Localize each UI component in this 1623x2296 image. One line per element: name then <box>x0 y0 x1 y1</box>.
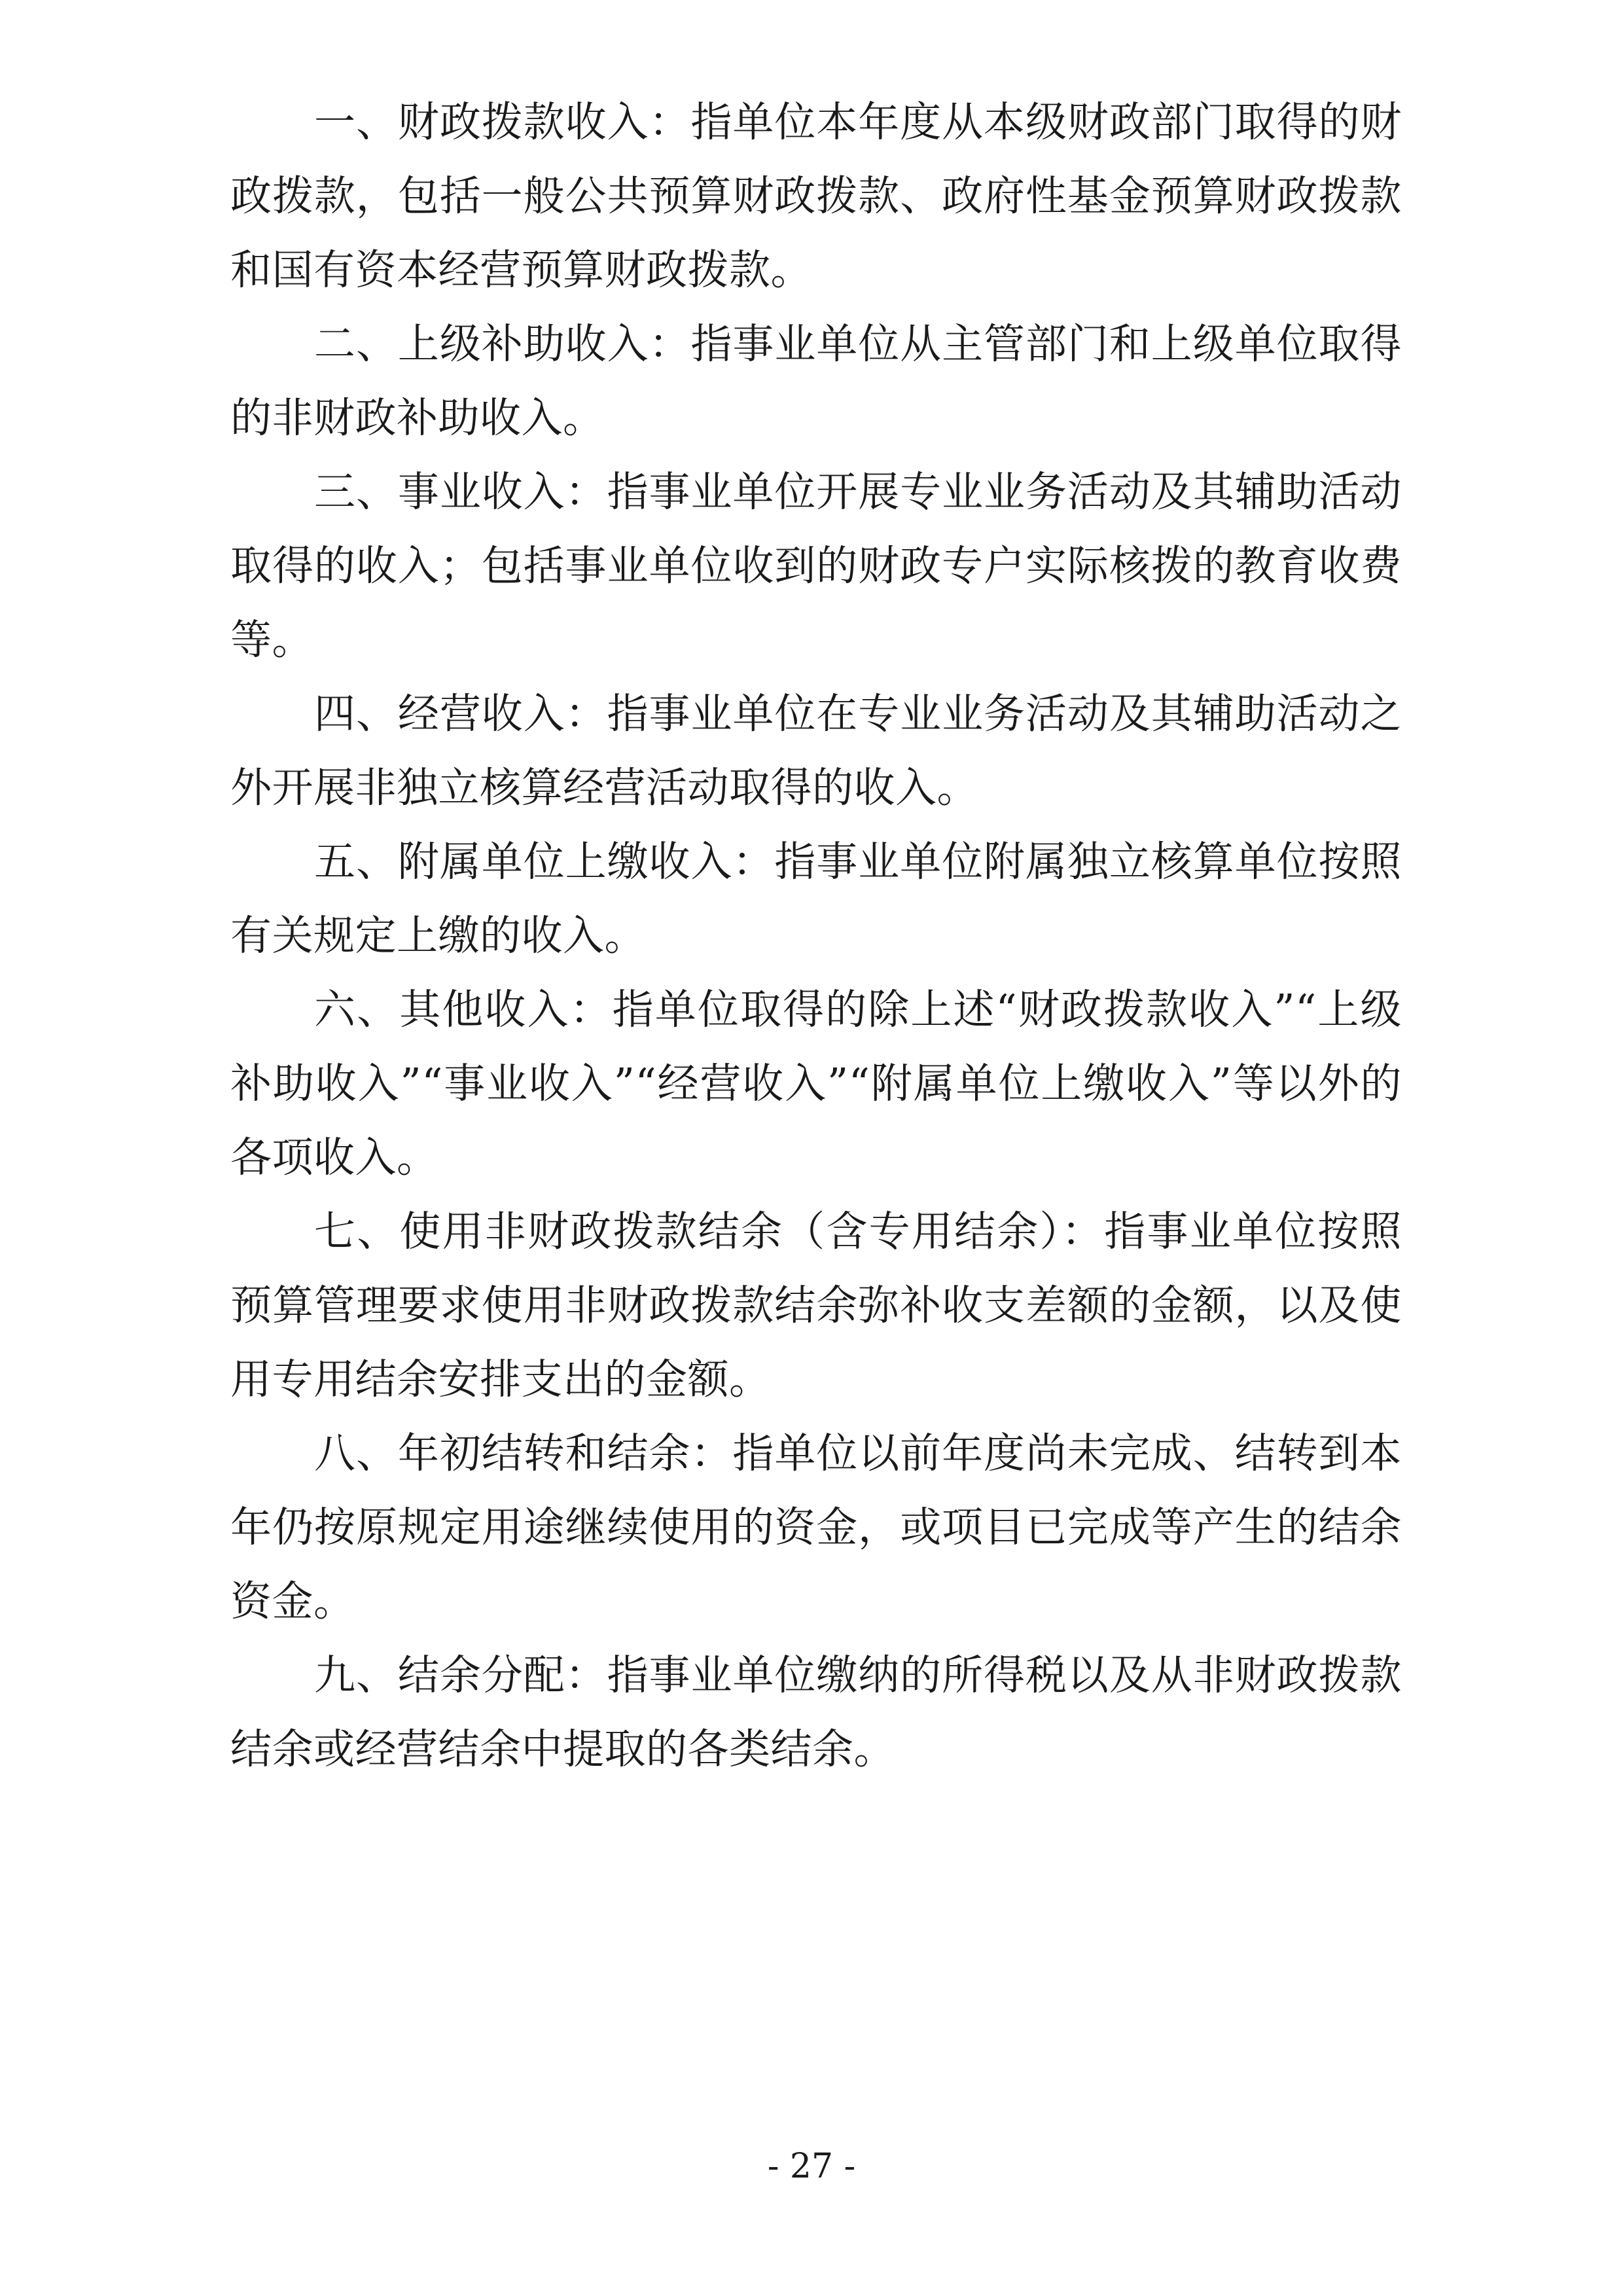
paragraph-item: 二、上级补助收入：指事业单位从主管部门和上级单位取得的非财政补助收入。 <box>230 320 1402 442</box>
document-body <box>230 85 1402 1786</box>
paragraph-item: 九、结余分配：指事业单位缴纳的所得税以及从非财政拨款结余或经营结余中提取的各类结余。 <box>230 1651 1402 1773</box>
paragraph-item: 五、附属单位上缴收入：指事业单位附属独立核算单位按照有关规定上缴的收入。 <box>230 838 1402 960</box>
paragraph-item: 三、事业收入：指事业单位开展专业业务活动及其辅助活动取得的收入；包括事业单位收到的财政专户实际核拨的教育收费等。 <box>230 468 1402 664</box>
paragraph-item: 八、年初结转和结余：指单位以前年度尚未完成、结转到本年仍按原规定用途继续使用的资金，或项目已完成等产生的结余资金。 <box>230 1429 1402 1625</box>
paragraph-item: 四、经营收入：指事业单位在专业业务活动及其辅助活动之外开展非独立核算经营活动取得的收入。 <box>230 690 1402 812</box>
page-number: - 27 - <box>767 2147 856 2186</box>
paragraph-item: 一、财政拨款收入：指单位本年度从本级财政部门取得的财政拨款，包括一般公共预算财政拨款、政府性基金预算财政拨款和国有资本经营预算财政拨款。 <box>230 98 1402 294</box>
paragraph-item: 七、使用非财政拨款结余（含专用结余）：指事业单位按照预算管理要求使用非财政拨款结余弥补收支差额的金额，以及使用专用结余安排支出的金额。 <box>230 1208 1402 1403</box>
paragraph-item: 六、其他收入：指单位取得的除上述“财政拨款收入”“上级补助收入”“事业收入”“经营收入”“附属单位上缴收入”等以外的各项收入。 <box>230 986 1402 1181</box>
